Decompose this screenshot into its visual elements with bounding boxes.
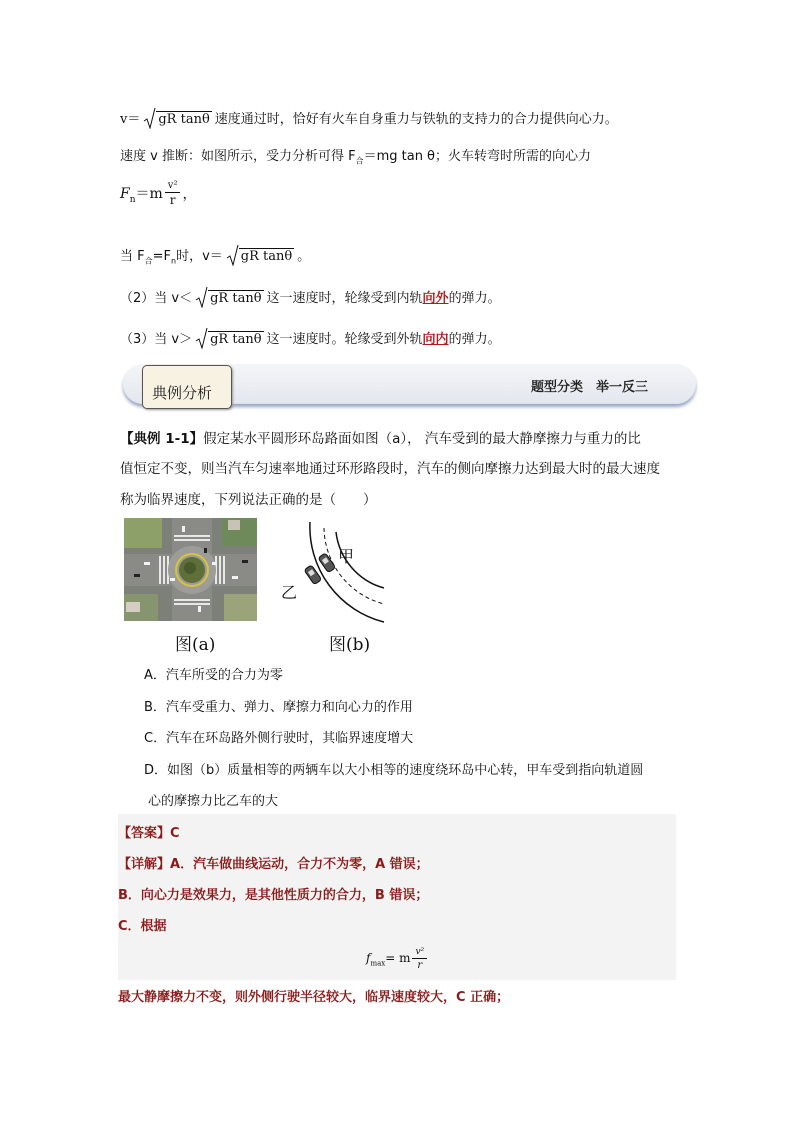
centripetal-formula: $F_n=m$ $\frac{\text{v²}}{r}$ ，	[120, 180, 197, 207]
figure-a-caption: 图(a)	[175, 635, 216, 655]
radical-sign-icon	[195, 327, 208, 349]
sqrt-expression: gR tanθ	[195, 290, 263, 307]
case-3-line: （3）当 v＞ gR tanθ 这一速度时。轮缘受到外轨向内的弹力。	[120, 328, 501, 348]
figure-b-caption: 图(b)	[329, 635, 371, 655]
conclusion-line: 最大静摩擦力不变，则外侧行驶半径较大，临界速度较大，C 正确；	[118, 990, 510, 1005]
fraction: $\frac{\text{v²}}{r}$	[165, 180, 181, 207]
car-jia-label: 甲	[338, 547, 355, 566]
radical-sign-icon	[195, 286, 208, 308]
option-b: B．汽车受重力、弹力、摩擦力和向心力的作用	[144, 700, 413, 715]
roundabout-aerial-photo	[124, 518, 257, 621]
theory-line-1	[120, 108, 618, 128]
section-subtitle: 题型分类 举一反三	[531, 380, 649, 395]
keyword-inward: 向内	[422, 332, 449, 347]
friction-formula: $f_{max}= m$ $\frac{\text{v²}}{r}$	[366, 946, 429, 973]
question-line-2: 值恒定不变，则当汽车匀速率地通过环形路段时，汽车的侧向摩擦力达到最大时的最大速度	[120, 461, 660, 477]
fraction: $\frac{\text{v²}}{r}$	[412, 946, 427, 973]
radical-sign-icon	[226, 244, 239, 266]
option-d: D．如图（b）质量相等的两辆车以大小相等的速度绕环岛中心转，甲车受到指向轨道圆	[144, 763, 644, 778]
answer-label: 【答案】C	[118, 826, 180, 841]
question-line-3: 称为临界速度，下列说法正确的是（ ）	[120, 492, 377, 508]
curved-road-diagram	[280, 518, 390, 628]
detail-line-b: B．向心力是效果力，是其他性质力的合力，B 错误；	[118, 888, 429, 903]
radical-sign-icon	[143, 107, 156, 129]
sqrt-expression: gR tanθ	[195, 331, 263, 348]
detail-line-c: C．根据	[118, 919, 167, 934]
option-c: C．汽车在环岛路外侧行驶时，其临界速度增大	[144, 731, 414, 746]
detail-line-a: 【详解】A．汽车做曲线运动，合力不为零，A 错误；	[118, 857, 429, 872]
keyword-outward: 向外	[422, 291, 449, 306]
car-yi-label: 乙	[281, 583, 298, 602]
sqrt-expression: gR tanθ	[143, 111, 211, 128]
theory-line-4: 当 $F_合=F_n$时，v＝ gR tanθ 。	[120, 245, 310, 267]
option-a: A．汽车所受的合力为零	[144, 668, 283, 683]
theory-text: 速度通过时，恰好有火车自身重力与铁轨的支持力的合力提供向心力。	[214, 112, 618, 127]
section-title: 典例分析	[152, 384, 213, 402]
theory-line-2: 速度 v 推断：如图所示，受力分析可得 $F_合=mg$ tan θ；火车转弯时所需的向心力	[120, 149, 592, 166]
example-tag: 【典例 1-1】	[120, 431, 204, 447]
sqrt-expression: gR tanθ	[226, 248, 294, 265]
option-d-continued: 心的摩擦力比乙车的大	[148, 794, 279, 809]
velocity-expr: v＝	[120, 112, 141, 127]
case-2-line: （2）当 v＜ gR tanθ 这一速度时，轮缘受到内轨向外的弹力。	[120, 287, 501, 307]
question-line-1: 【典例 1-1】假定某水平圆形环岛路面如图（a）， 汽车受到的最大静摩擦力与重力的比	[120, 431, 641, 447]
